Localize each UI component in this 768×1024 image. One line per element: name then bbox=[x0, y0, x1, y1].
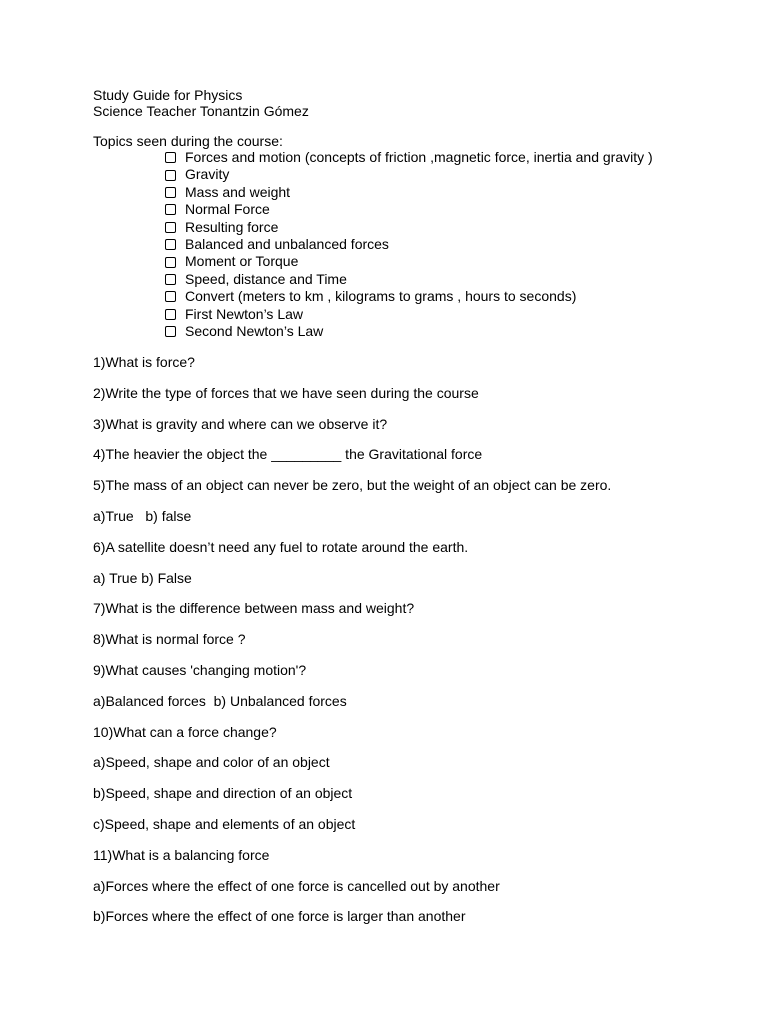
topic-label: First Newton’s Law bbox=[185, 305, 304, 322]
question-4: 4)The heavier the object the _________ the Gravitational force bbox=[93, 446, 483, 463]
question-10-option-c: c)Speed, shape and elements of an object bbox=[93, 815, 356, 832]
topic-item bbox=[165, 323, 653, 340]
question-9: 9)What causes 'changing motion'? bbox=[93, 661, 307, 678]
question-2: 2)Write the type of forces that we have seen during the course bbox=[93, 384, 479, 401]
question-3: 3)What is gravity and where can we observe it? bbox=[93, 415, 388, 432]
question-11-option-b: b)Forces where the effect of one force is larger than another bbox=[93, 908, 466, 925]
topic-label: Forces and motion (concepts of friction ,magnetic force, inertia and gravity ) bbox=[185, 149, 653, 165]
topic-item bbox=[165, 149, 653, 166]
question-8: 8)What is normal force ? bbox=[93, 631, 246, 648]
topic-label: Gravity bbox=[185, 166, 230, 183]
question-11: 11)What is a balancing force bbox=[93, 846, 270, 863]
checkbox-icon bbox=[165, 204, 176, 215]
question-10-option-a: a)Speed, shape and color of an object bbox=[93, 754, 330, 771]
topic-item bbox=[165, 201, 653, 218]
checkbox-icon bbox=[165, 257, 176, 268]
question-10-option-b: b)Speed, shape and direction of an object bbox=[93, 785, 353, 802]
question-1: 1)What is force? bbox=[93, 354, 195, 370]
topic-item bbox=[165, 184, 653, 201]
teacher-name: Science Teacher Tonantzin Gómez bbox=[93, 103, 309, 119]
topics-intro: Topics seen during the course: bbox=[93, 133, 283, 149]
topic-item bbox=[165, 306, 653, 323]
topic-label: Normal Force bbox=[185, 201, 270, 218]
topic-label: Resulting force bbox=[185, 218, 279, 235]
checkbox-icon bbox=[165, 152, 176, 163]
question-11-option-a: a)Forces where the effect of one force is cancelled out by another bbox=[93, 877, 500, 894]
topic-item bbox=[165, 219, 653, 236]
topic-item bbox=[165, 271, 653, 288]
topic-item bbox=[165, 253, 653, 270]
topic-label: Mass and weight bbox=[185, 183, 291, 200]
question-9-options: a)Balanced forces b) Unbalanced forces bbox=[93, 692, 347, 709]
question-10: 10)What can a force change? bbox=[93, 723, 277, 740]
checkbox-icon bbox=[165, 170, 176, 181]
question-7: 7)What is the difference between mass and weight? bbox=[93, 600, 415, 617]
topics-checklist bbox=[165, 149, 653, 340]
topic-label: Balanced and unbalanced forces bbox=[185, 235, 389, 252]
topic-item bbox=[165, 288, 653, 305]
question-5-options: a)True b) false bbox=[93, 507, 192, 524]
checkbox-icon bbox=[165, 239, 176, 250]
checkbox-icon bbox=[165, 222, 176, 233]
checkbox-icon bbox=[165, 274, 176, 285]
checkbox-icon bbox=[165, 326, 176, 337]
topic-item bbox=[165, 166, 653, 183]
checkbox-icon bbox=[165, 309, 176, 320]
checkbox-icon bbox=[165, 187, 176, 198]
topic-item bbox=[165, 236, 653, 253]
checkbox-icon bbox=[165, 291, 176, 302]
document-title: Study Guide for Physics bbox=[93, 87, 243, 103]
topic-label: Speed, distance and Time bbox=[185, 270, 347, 287]
questions-list bbox=[93, 352, 611, 937]
topic-label: Second Newton’s Law bbox=[185, 322, 324, 339]
topic-label: Convert (meters to km , kilograms to grams , hours to seconds) bbox=[185, 288, 577, 305]
question-6: 6)A satellite doesn’t need any fuel to rotate around the earth. bbox=[93, 538, 469, 555]
question-6-options: a) True b) False bbox=[93, 569, 192, 586]
question-5: 5)The mass of an object can never be zero, but the weight of an object can be zero. bbox=[93, 477, 612, 494]
topic-label: Moment or Torque bbox=[185, 253, 299, 270]
